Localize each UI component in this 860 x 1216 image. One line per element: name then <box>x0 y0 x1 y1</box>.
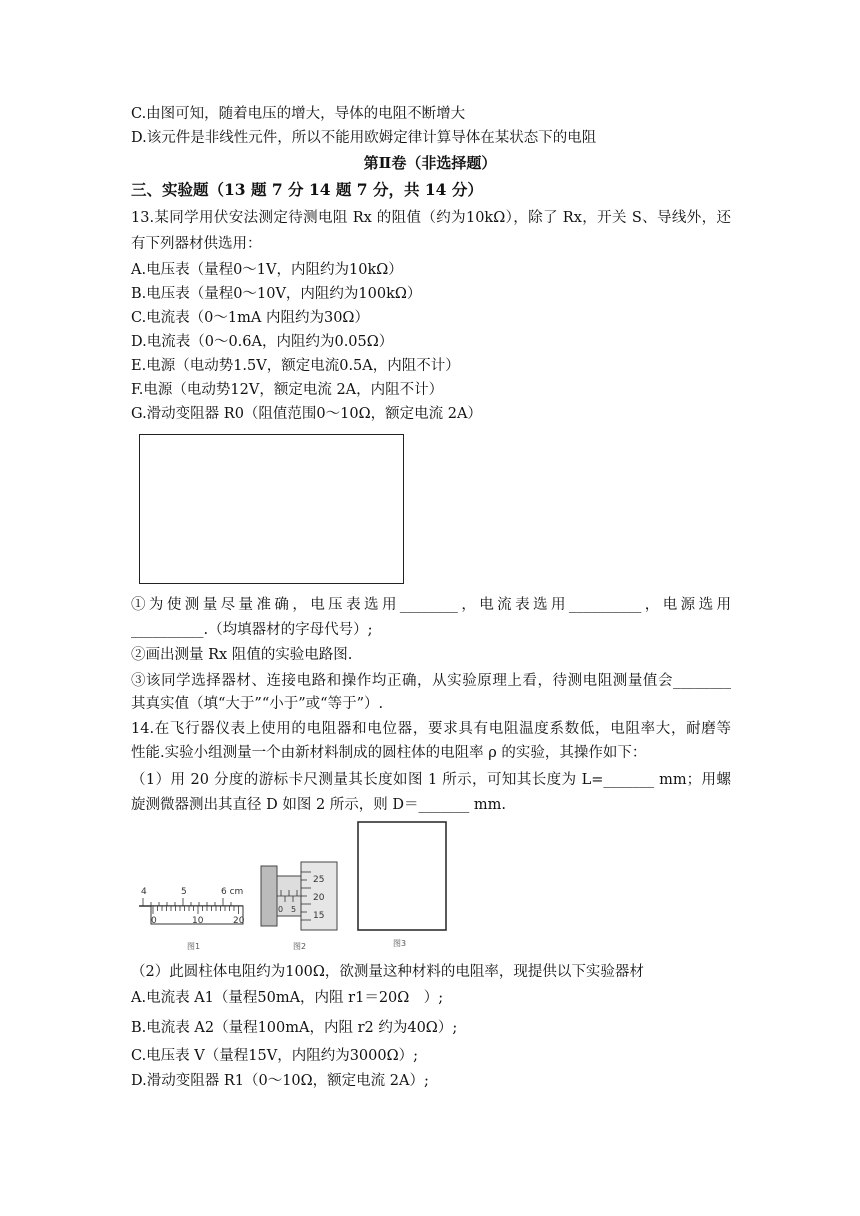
q13-part1-line2: __________.（均填器材的字母代号）; <box>131 622 373 638</box>
fig2-label: 图2 <box>293 942 307 951</box>
fig1-label: 图1 <box>187 942 201 951</box>
q13-line1: 13.某同学用伏安法测定待测电阻 Rx 的阻值（约为10kΩ），除了 Rx，开关 S、导线外，还 <box>131 210 731 226</box>
q14-line2: 性能.实验小组测量一个由新材料制成的圆柱体的电阻率 ρ 的实验，其操作如下： <box>131 745 647 761</box>
q14-part1-line1: （1）用 20 分度的游标卡尺测量其长度如图 1 所示，可知其长度为 L=_______ mm；用螺 <box>131 772 731 788</box>
micrometer <box>261 862 337 951</box>
circuit-drawing-box <box>139 434 404 584</box>
option-d-text: D.该元件是非线性元件，所以不能用欧姆定律计算导体在某状态下的电阻 <box>131 130 597 146</box>
q13-option-c: C.电流表（0～1mA 内阻约为30Ω） <box>131 310 369 326</box>
q13-option-a: A.电压表（量程0～1V，内阻约为10kΩ） <box>131 262 403 278</box>
q14-option-a: A.电流表 A1（量程50mA，内阻 r1＝20Ω ）; <box>131 990 444 1006</box>
q14-option-b: B.电流表 A2（量程100mA，内阻 r2 约为40Ω）; <box>131 1020 458 1036</box>
micrometer-sleeve-tick: 5 <box>291 905 297 914</box>
caliper-vernier-tick: 20 <box>233 916 245 926</box>
q13-part3-line2: 其真实值（填“大于”“小于”或“等于”）. <box>131 696 384 712</box>
caliper-main-tick: 4 <box>141 887 147 897</box>
q13-part1-line1: ①为使测量尽量准确，电压表选用________，电流表选用__________，电源选用 <box>131 597 731 613</box>
q14-option-c: C.电压表 V（量程15V，内阻约为3000Ω）; <box>131 1048 418 1064</box>
q13-option-f: F.电源（电动势12V，额定电流 2A，内阻不计） <box>131 382 444 398</box>
figure-area <box>131 818 451 958</box>
q14-part2: （2）此圆柱体电阻约为100Ω，欲测量这种材料的电阻率，现提供以下实验器材 <box>131 964 644 980</box>
part2-title: 第Ⅱ卷（非选择题） <box>363 154 497 172</box>
figures-svg <box>131 818 451 958</box>
q13-part3-line1: ③该同学选择器材、连接电路和操作均正确，从实验原理上看，待测电阻测量值会________ <box>131 673 731 689</box>
micrometer-thimble-tick: 15 <box>313 911 325 921</box>
caliper-vernier-tick: 10 <box>192 916 204 926</box>
q13-line2: 有下列器材供选用： <box>131 236 262 252</box>
q13-option-e: E.电源（电动势1.5V，额定电流0.5A，内阻不计） <box>131 358 460 374</box>
q14-line1: 14.在飞行器仪表上使用的电阻器和电位器，要求具有电阻温度系数低，电阻率大，耐磨等 <box>131 721 731 737</box>
micrometer-thimble-tick: 25 <box>313 875 325 885</box>
vernier-caliper <box>139 887 245 951</box>
caliper-main-tick: 6 cm <box>221 887 244 897</box>
q13-option-b: B.电压表（量程0～10V，内阻约为100kΩ） <box>131 286 422 302</box>
figure3 <box>358 822 446 948</box>
q14-option-d: D.滑动变阻器 R1（0～10Ω，额定电流 2A）; <box>131 1073 429 1089</box>
q13-option-g: G.滑动变阻器 R0（阻值范围0～10Ω，额定电流 2A） <box>131 406 482 422</box>
option-c-text: C.由图可知，随着电压的增大，导体的电阻不断增大 <box>131 106 466 122</box>
micrometer-sleeve-tick: 0 <box>278 905 284 914</box>
caliper-vernier-tick: 0 <box>151 916 157 926</box>
q13-part2: ②画出测量 Rx 阻值的实验电路图. <box>131 647 353 663</box>
caliper-main-tick: 5 <box>181 887 187 897</box>
section3-heading: 三、实验题（13 题 7 分 14 题 7 分，共 14 分） <box>131 180 483 199</box>
q13-option-d: D.电流表（0～0.6A，内阻约为0.05Ω） <box>131 334 394 350</box>
q14-part1-line2: 旋测微器测出其直径 D 如图 2 所示，则 D＝_______ mm. <box>131 797 506 813</box>
micrometer-thimble-tick: 20 <box>313 893 325 903</box>
fig3-label: 图3 <box>393 939 407 948</box>
